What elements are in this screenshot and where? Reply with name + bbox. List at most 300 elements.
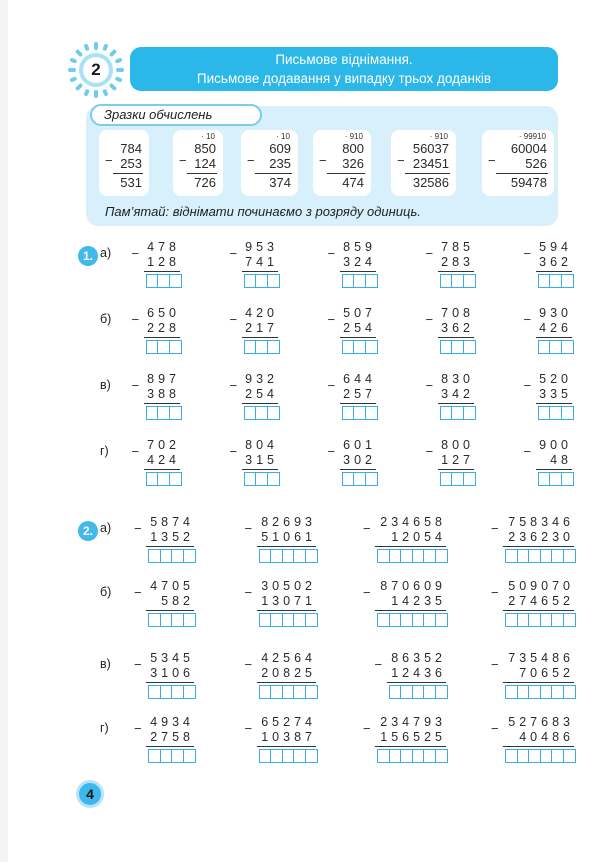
minus-sign: − [229, 246, 238, 261]
subtrahend: 254 [343, 321, 376, 335]
rule-line [387, 682, 447, 683]
rule-line [144, 403, 181, 404]
minuend: 932 [245, 372, 278, 386]
answer-box[interactable] [365, 274, 378, 288]
answer-boxes [440, 274, 475, 288]
answer-box[interactable] [365, 472, 378, 486]
answer-box[interactable] [183, 685, 196, 699]
minus-sign: − [425, 312, 434, 327]
minus-sign: − [523, 444, 532, 459]
answer-box[interactable] [267, 472, 280, 486]
answer-box[interactable] [563, 749, 576, 763]
sample-rule [496, 173, 548, 174]
subtrahend: 741 [245, 255, 278, 269]
minuend: 420 [245, 306, 278, 320]
rule-line [503, 682, 574, 683]
subtrahend: 127 [441, 453, 474, 467]
subtrahend: 342 [441, 387, 474, 401]
minuend: 930 [539, 306, 572, 320]
answer-boxes [377, 613, 446, 627]
sample-subtrahend: 23451 [412, 156, 449, 171]
answer-box[interactable] [305, 749, 318, 763]
minus-sign: − [131, 312, 140, 327]
rule-line [503, 746, 574, 747]
answer-boxes [244, 340, 279, 354]
sample-result: 374 [269, 175, 291, 190]
answer-boxes [440, 406, 475, 420]
minuend: 650 [147, 306, 180, 320]
subtrahend: 12054 [391, 530, 446, 544]
minuend: 859 [343, 240, 376, 254]
sample-result: 59478 [510, 175, 547, 190]
subtraction-problem [363, 579, 446, 629]
minus-sign: − [523, 378, 532, 393]
answer-boxes [259, 685, 317, 699]
rule-line [340, 337, 377, 338]
rule-line [438, 337, 475, 338]
answer-box[interactable] [463, 406, 476, 420]
sample-carry: · 10 [201, 132, 215, 141]
page-number: 4 [76, 780, 104, 808]
subtrahend: 302 [343, 453, 376, 467]
row-label: б) [100, 585, 112, 599]
answer-boxes [259, 549, 317, 563]
minus-sign: − [229, 444, 238, 459]
subtrahend: 362 [441, 321, 474, 335]
subtraction-problem [328, 240, 377, 290]
answer-box[interactable] [563, 549, 576, 563]
minus-sign: − [131, 246, 140, 261]
lesson-title-bar [130, 47, 558, 91]
minus-sign: − [327, 312, 336, 327]
answer-boxes [146, 406, 181, 420]
subtrahend: 254 [245, 387, 278, 401]
subtrahend: 48 [550, 453, 572, 467]
subtrahend: 283 [441, 255, 474, 269]
sample-result: 726 [194, 175, 216, 190]
minus-sign: − [523, 246, 532, 261]
minus-sign: − [363, 585, 371, 600]
answer-boxes [538, 274, 573, 288]
row-label: в) [100, 378, 111, 392]
answer-boxes [505, 549, 574, 563]
subtraction-problem [132, 240, 181, 290]
minus-sign: − [134, 721, 142, 736]
sample-carry: · 910 [344, 132, 363, 141]
subtraction-problem [491, 651, 574, 701]
minus-sign: − [105, 153, 113, 168]
subtrahend: 156525 [380, 730, 446, 744]
subtraction-problem [245, 715, 317, 765]
subtraction-problem [245, 579, 317, 629]
minus-sign: − [327, 246, 336, 261]
sample-minuend: 60004 [510, 141, 547, 156]
subtrahend: 274652 [508, 594, 574, 608]
answer-box[interactable] [267, 406, 280, 420]
answer-boxes [259, 613, 317, 627]
sample-minuend: 850 [194, 141, 216, 156]
minus-sign: − [425, 444, 434, 459]
subtrahend: 315 [245, 453, 278, 467]
rule-line [146, 682, 194, 683]
sample-rule [327, 173, 365, 174]
sample-card [241, 130, 298, 196]
subtraction-problem [134, 651, 194, 701]
subtrahend: 388 [147, 387, 180, 401]
answer-boxes [148, 549, 194, 563]
lesson-title-line1: Письмове віднімання. [275, 52, 413, 67]
subtrahend: 217 [245, 321, 278, 335]
answer-box[interactable] [561, 274, 574, 288]
rule-line [340, 469, 377, 470]
answer-box[interactable] [169, 406, 182, 420]
subtrahend: 10387 [261, 730, 316, 744]
minus-sign: − [491, 585, 499, 600]
subtraction-problem [363, 515, 446, 565]
minuend: 897 [147, 372, 180, 386]
answer-boxes [389, 685, 447, 699]
minuend: 65274 [261, 715, 316, 729]
minus-sign: − [179, 153, 187, 168]
minuend: 4934 [150, 715, 194, 729]
subtrahend: 424 [147, 453, 180, 467]
subtrahend: 362 [539, 255, 572, 269]
subtraction-problem [426, 438, 475, 488]
minuend: 601 [343, 438, 376, 452]
minus-sign: − [523, 312, 532, 327]
sample-subtrahend: 526 [525, 156, 547, 171]
answer-boxes [440, 472, 475, 486]
rule-line [257, 610, 317, 611]
answer-box[interactable] [463, 274, 476, 288]
subtrahend: 2758 [150, 730, 194, 744]
minuend: 800 [441, 438, 474, 452]
minus-sign: − [244, 585, 253, 600]
subtrahend: 335 [539, 387, 572, 401]
rule-line [242, 403, 279, 404]
answer-boxes [259, 749, 317, 763]
subtrahend: 128 [147, 255, 180, 269]
minus-sign: − [247, 153, 255, 168]
answer-box[interactable] [435, 613, 448, 627]
answer-boxes [342, 274, 377, 288]
sample-minuend: 56037 [412, 141, 449, 156]
subtraction-problem [375, 651, 447, 701]
answer-box[interactable] [169, 340, 182, 354]
subtrahend: 3106 [150, 666, 194, 680]
minus-sign: − [131, 444, 140, 459]
page-edge [0, 0, 8, 862]
subtraction-problem [132, 306, 181, 356]
sample-result: 474 [342, 175, 364, 190]
minuend: 234793 [380, 715, 446, 729]
answer-boxes [505, 613, 574, 627]
minuend: 870609 [380, 579, 446, 593]
minus-sign: − [491, 657, 499, 672]
row-label: б) [100, 312, 112, 326]
subtraction-problem [245, 651, 317, 701]
minus-sign: − [229, 312, 238, 327]
answer-boxes [244, 472, 279, 486]
rule-line [536, 403, 573, 404]
minuend: 758346 [508, 515, 574, 529]
answer-boxes [440, 340, 475, 354]
minuend: 785 [441, 240, 474, 254]
minuend: 804 [245, 438, 278, 452]
sample-subtrahend: 253 [120, 156, 142, 171]
minus-sign: − [363, 521, 371, 536]
rule-line [503, 610, 574, 611]
subtraction-problem [134, 515, 194, 565]
answer-box[interactable] [267, 340, 280, 354]
rule-line [257, 682, 317, 683]
minuend: 86352 [391, 651, 446, 665]
minuend: 82693 [261, 515, 316, 529]
rule-line [438, 271, 475, 272]
answer-box[interactable] [365, 406, 378, 420]
answer-boxes [505, 685, 574, 699]
sample-carry: · 10 [276, 132, 290, 141]
minuend: 234658 [380, 515, 446, 529]
subtrahend: 324 [343, 255, 376, 269]
rule-line [536, 337, 573, 338]
answer-box[interactable] [305, 549, 318, 563]
answer-boxes [377, 749, 446, 763]
minuend: 4705 [150, 579, 194, 593]
answer-boxes [146, 472, 181, 486]
minuend: 507 [343, 306, 376, 320]
subtrahend: 20825 [261, 666, 316, 680]
rule-line [340, 403, 377, 404]
subtraction-problem [426, 372, 475, 422]
minuend: 644 [343, 372, 376, 386]
minus-sign: − [327, 444, 336, 459]
answer-box[interactable] [169, 472, 182, 486]
answer-box[interactable] [169, 274, 182, 288]
minuend: 735486 [508, 651, 574, 665]
sample-card [313, 130, 371, 196]
sample-subtrahend: 235 [269, 156, 291, 171]
minuend: 702 [147, 438, 180, 452]
sample-card [482, 130, 554, 196]
minus-sign: − [131, 378, 140, 393]
subtraction-problem [230, 306, 279, 356]
rule-line [242, 271, 279, 272]
answer-boxes [342, 406, 377, 420]
rule-line [375, 746, 446, 747]
answer-box[interactable] [435, 549, 448, 563]
sample-card [173, 130, 223, 196]
minuend: 527683 [508, 715, 574, 729]
row-label: в) [100, 657, 111, 671]
subtraction-problem [491, 579, 574, 629]
minuend: 594 [539, 240, 572, 254]
subtraction-problem [328, 306, 377, 356]
rule-line [340, 271, 377, 272]
row-label: а) [100, 521, 112, 535]
minus-sign: − [374, 657, 383, 672]
answer-box[interactable] [435, 685, 448, 699]
sample-rule [113, 173, 143, 174]
minus-sign: − [134, 521, 142, 536]
subtrahend: 228 [147, 321, 180, 335]
sample-card [391, 130, 456, 196]
answer-box[interactable] [561, 472, 574, 486]
lesson-title-line2: Письмове додавання у випадку трьох доданків [196, 71, 492, 86]
minus-sign: − [244, 521, 253, 536]
rule-line [242, 469, 279, 470]
sample-subtrahend: 326 [342, 156, 364, 171]
answer-boxes [342, 340, 377, 354]
sample-result: 32586 [412, 175, 449, 190]
rule-line [146, 746, 194, 747]
subtrahend: 51061 [261, 530, 316, 544]
sample-subtrahend: 124 [194, 156, 216, 171]
minus-sign: − [425, 378, 434, 393]
minuend: 5874 [150, 515, 194, 529]
subtrahend: 70652 [519, 666, 574, 680]
minus-sign: − [244, 657, 253, 672]
minus-sign: − [491, 521, 499, 536]
answer-boxes [377, 549, 446, 563]
rule-line [257, 746, 317, 747]
row-label: г) [100, 721, 109, 735]
rule-line [242, 337, 279, 338]
sample-carry: · 99910 [518, 132, 546, 141]
rule-line [536, 469, 573, 470]
sample-card [99, 130, 149, 196]
sample-rule [405, 173, 450, 174]
answer-box[interactable] [183, 749, 196, 763]
subtraction-problem [328, 438, 377, 488]
subtraction-problem [363, 715, 446, 765]
answer-boxes [538, 340, 573, 354]
answer-box[interactable] [183, 613, 196, 627]
minuend: 5345 [150, 651, 194, 665]
subtrahend: 12436 [391, 666, 446, 680]
subtraction-problem [524, 438, 573, 488]
rule-line [438, 403, 475, 404]
minus-sign: − [363, 721, 371, 736]
answer-boxes [148, 613, 194, 627]
rule-line [375, 546, 446, 547]
minuend: 708 [441, 306, 474, 320]
minuend: 42564 [261, 651, 316, 665]
subtraction-problem [132, 438, 181, 488]
answer-box[interactable] [561, 406, 574, 420]
minus-sign: − [327, 378, 336, 393]
answer-box[interactable] [435, 749, 448, 763]
minus-sign: − [134, 657, 142, 672]
answer-boxes [244, 406, 279, 420]
subtrahend: 40486 [519, 730, 574, 744]
rule-line [144, 469, 181, 470]
lesson-number: 2 [91, 60, 101, 79]
rule-line [146, 610, 194, 611]
answer-boxes [148, 749, 194, 763]
answer-boxes [505, 749, 574, 763]
subtraction-problem [524, 372, 573, 422]
answer-box[interactable] [561, 340, 574, 354]
sample-carry: · 910 [429, 132, 448, 141]
minus-sign: − [229, 378, 238, 393]
subtraction-problem [426, 306, 475, 356]
subtrahend: 14235 [391, 594, 446, 608]
subtraction-problem [245, 515, 317, 565]
subtraction-problem [230, 372, 279, 422]
subtraction-problem [230, 240, 279, 290]
exercise-1-badge: 1. [78, 246, 98, 266]
subtraction-problem [134, 715, 194, 765]
minuend: 520 [539, 372, 572, 386]
minus-sign: − [244, 721, 253, 736]
subtraction-problem [134, 579, 194, 629]
answer-box[interactable] [563, 613, 576, 627]
answer-box[interactable] [267, 274, 280, 288]
subtraction-problem [132, 372, 181, 422]
subtraction-problem [328, 372, 377, 422]
minuend: 30502 [261, 579, 316, 593]
rule-line [144, 271, 181, 272]
subtraction-problem [524, 306, 573, 356]
subtrahend: 426 [539, 321, 572, 335]
rule-line [257, 546, 317, 547]
row-label: г) [100, 444, 109, 458]
minus-sign: − [491, 721, 499, 736]
minuend: 478 [147, 240, 180, 254]
sample-minuend: 609 [269, 141, 291, 156]
answer-box[interactable] [183, 549, 196, 563]
answer-box[interactable] [305, 613, 318, 627]
subtrahend: 257 [343, 387, 376, 401]
rule-line [146, 546, 194, 547]
exercise-2-badge: 2. [78, 521, 98, 541]
sample-result: 531 [120, 175, 142, 190]
subtrahend: 236230 [508, 530, 574, 544]
minuend: 900 [539, 438, 572, 452]
answer-boxes [244, 274, 279, 288]
minus-sign: − [488, 153, 496, 168]
subtraction-problem [230, 438, 279, 488]
answer-box[interactable] [463, 340, 476, 354]
sample-minuend: 800 [342, 141, 364, 156]
minuend: 830 [441, 372, 474, 386]
rule-line [375, 610, 446, 611]
minus-sign: − [134, 585, 142, 600]
rule-line [144, 337, 181, 338]
row-label: а) [100, 246, 112, 260]
answer-boxes [146, 274, 181, 288]
sample-rule [187, 173, 217, 174]
minus-sign: − [397, 153, 405, 168]
answer-box[interactable] [463, 472, 476, 486]
answer-boxes [342, 472, 377, 486]
answer-box[interactable] [305, 685, 318, 699]
samples-label: Зразки обчислень [90, 104, 262, 126]
answer-boxes [148, 685, 194, 699]
minus-sign: − [425, 246, 434, 261]
subtraction-problem [426, 240, 475, 290]
rule-line [536, 271, 573, 272]
rule-line [503, 546, 574, 547]
sample-rule [255, 173, 292, 174]
answer-box[interactable] [563, 685, 576, 699]
answer-box[interactable] [365, 340, 378, 354]
minuend: 509070 [508, 579, 574, 593]
sample-minuend: 784 [120, 141, 142, 156]
subtrahend: 13071 [261, 594, 316, 608]
subtrahend: 1352 [150, 530, 194, 544]
